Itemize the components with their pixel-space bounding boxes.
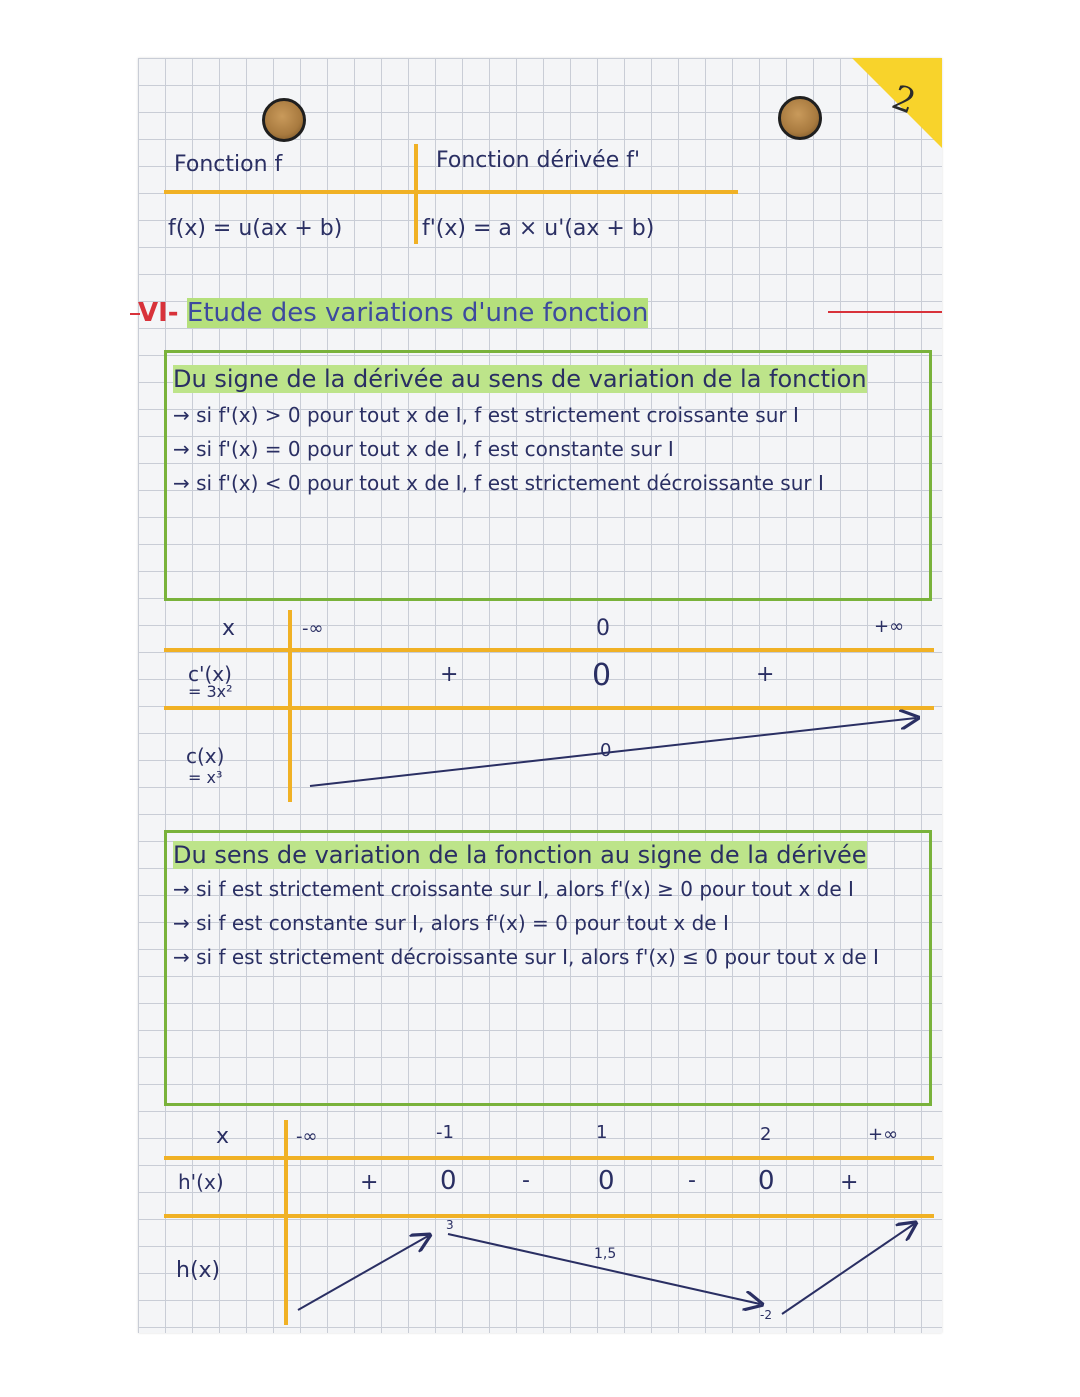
t2-sign-1: + xyxy=(360,1170,379,1195)
t1-row-deriv: c'(x) xyxy=(188,662,232,686)
t2-func-mid: 1,5 xyxy=(594,1246,617,1262)
table-header-col1: Fonction f xyxy=(174,152,283,177)
box2-rule-1: → si f est strictement croissante sur I, alors f'(x) ≥ 0 pour tout x de I xyxy=(173,877,854,901)
t2-arrow-up-2 xyxy=(782,1224,914,1314)
t1-row-func: c(x) xyxy=(186,744,225,768)
box2-rule-3: → si f est strictement décroissante sur I, alors f'(x) ≤ 0 pour tout x de I xyxy=(173,945,879,969)
t1-sign-zero: 0 xyxy=(592,658,612,693)
t2-arrow-down xyxy=(448,1234,760,1304)
t1-sign-2: + xyxy=(756,662,775,687)
t2-sign-6: 0 xyxy=(758,1166,775,1196)
t2-sign-4: 0 xyxy=(598,1166,615,1196)
t1-arrow-up xyxy=(310,718,916,786)
box1-title: Du signe de la dérivée au sens de variation de la fonction xyxy=(173,365,867,393)
t2-func-min: -2 xyxy=(760,1308,772,1322)
t2-x-plus-inf: +∞ xyxy=(868,1124,899,1145)
table-row-col2: f'(x) = a × u'(ax + b) xyxy=(422,216,655,241)
page-number: 2 xyxy=(886,77,921,123)
t1-sign-1: + xyxy=(440,662,459,687)
box1-rule-2: → si f'(x) = 0 pour tout x de I, f est constante sur I xyxy=(173,437,674,461)
box1-rule-1: → si f'(x) > 0 pour tout x de I, f est strictement croissante sur I xyxy=(173,403,799,427)
t1-x-plus-inf: +∞ xyxy=(874,616,905,637)
notebook-card xyxy=(138,58,942,1333)
t2-x-minus-inf: -∞ xyxy=(296,1126,318,1147)
t1-x-zero: 0 xyxy=(596,616,610,641)
box2-rule-2: → si f est constante sur I, alors f'(x) = 0 pour tout x de I xyxy=(173,911,729,935)
box1-rule-3: → si f'(x) < 0 pour tout x de I, f est strictement décroissante sur I xyxy=(173,471,824,495)
section-title-text: Etude des variations d'une fonction xyxy=(186,298,649,328)
t2-x-two: 2 xyxy=(760,1124,772,1145)
section-number: VI xyxy=(138,298,168,328)
t2-sign-2: 0 xyxy=(440,1166,457,1196)
t2-func-max: 3 xyxy=(446,1218,454,1232)
t1-func-zero: 0 xyxy=(600,740,612,761)
t2-row-x: x xyxy=(216,1124,230,1149)
t2-arrow-up-1 xyxy=(298,1236,428,1310)
table-row-col1: f(x) = u(ax + b) xyxy=(168,216,343,241)
t2-x-minus-one: -1 xyxy=(436,1122,454,1143)
t1-row-deriv-eq: = 3x² xyxy=(188,682,233,701)
t2-sign-3: - xyxy=(522,1168,530,1193)
t1-row-x: x xyxy=(222,616,236,641)
box2-title: Du sens de variation de la fonction au signe de la dérivée xyxy=(173,841,867,869)
section-dash: - xyxy=(167,298,179,328)
variation-arrows xyxy=(138,58,942,1333)
t2-sign-7: + xyxy=(840,1170,859,1195)
t2-sign-5: - xyxy=(688,1168,696,1193)
t2-row-deriv: h'(x) xyxy=(178,1170,224,1194)
t2-x-one: 1 xyxy=(596,1122,608,1143)
table-header-col2: Fonction dérivée f' xyxy=(436,148,641,173)
t1-row-func-eq: = x³ xyxy=(188,768,223,787)
t1-x-minus-inf: -∞ xyxy=(302,618,324,639)
t2-row-func: h(x) xyxy=(176,1258,221,1283)
